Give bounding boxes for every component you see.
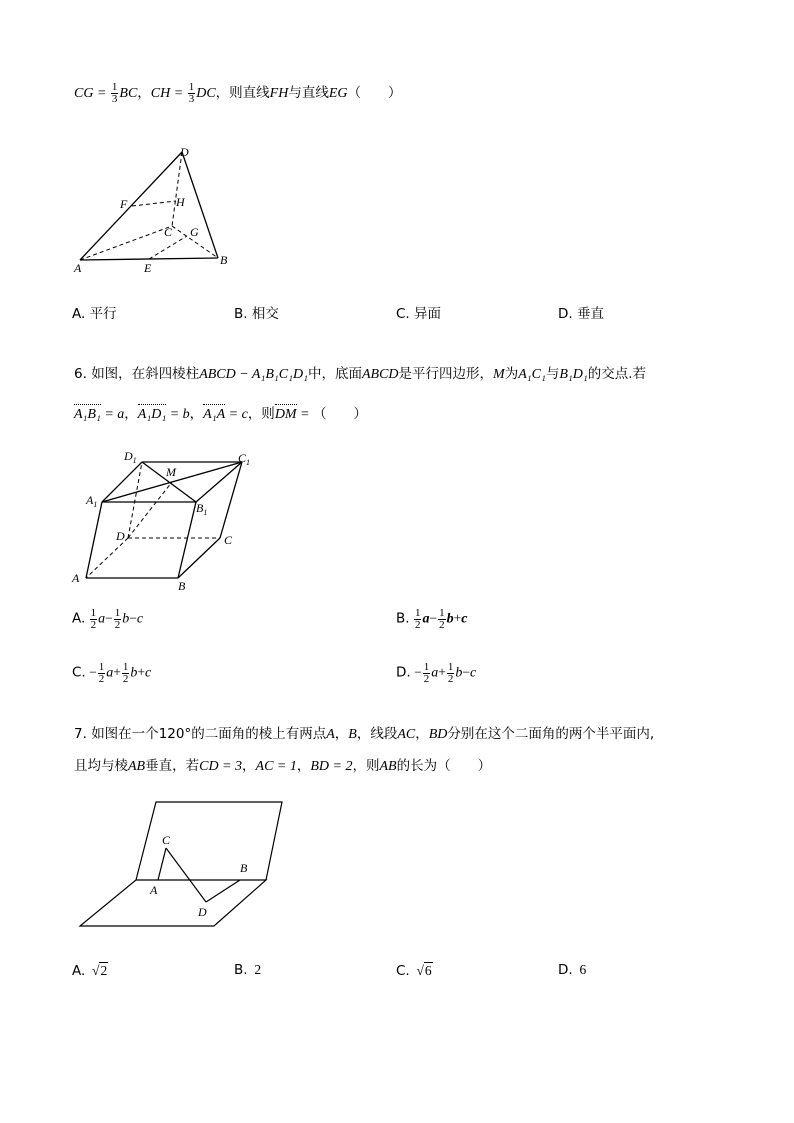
label-b1: $B_1$	[196, 501, 208, 517]
q5-option-d[interactable]: D. 垂直	[558, 306, 604, 322]
label-f: F	[120, 197, 128, 211]
q5-frac-1: $\frac{1}{3}$	[111, 80, 118, 105]
label-m: M	[166, 465, 176, 479]
q6-vector-a1b1: A₁B₁	[74, 407, 101, 422]
label-a: A	[74, 261, 82, 275]
q6-option-d[interactable]: D. − $\frac{1}{2}$ a+ $\frac{1}{2}$ b−c	[396, 661, 477, 685]
label-b: B	[178, 579, 186, 593]
label-d: D	[198, 905, 207, 919]
q6-prism-name: ABCD − A₁B₁C₁D₁	[199, 367, 308, 382]
q5-fh: FH	[269, 86, 289, 101]
label-c1: $C_1$	[238, 451, 251, 467]
q6-vector-dm: DM	[274, 407, 297, 422]
label-c: C	[224, 533, 233, 547]
q7-option-a[interactable]: A. √2	[72, 963, 108, 979]
label-b: B	[240, 861, 248, 875]
q5-dc: DC	[196, 86, 216, 101]
q5-eg: EG	[328, 86, 348, 101]
q7-dihedral-figure	[70, 796, 310, 936]
lower-half-plane	[80, 880, 266, 926]
edge-ac	[80, 226, 172, 260]
segment-eg	[149, 236, 187, 259]
q6-stem-line2: A₁B₁ = a，A₁D₁ = b，A₁A = c，则DM = （ ）	[74, 406, 368, 422]
label-a1: $A_1$	[86, 493, 98, 509]
upper-half-plane	[136, 802, 282, 880]
q6-stem-line1: 6. 如图，在斜四棱柱ABCD − A₁B₁C₁D₁中，底面ABCD是平行四边形，M为A₁C₁与B₁D₁的交点.若	[74, 366, 647, 382]
q7-option-d[interactable]: D. 6	[558, 962, 587, 978]
q6-vector-a1a: A₁A	[203, 407, 226, 422]
q7-option-b[interactable]: B. 2	[234, 962, 262, 978]
label-a: A	[72, 571, 80, 585]
label-d: D	[180, 145, 189, 159]
segment-bd	[206, 880, 240, 902]
q6-option-a[interactable]: A. $\frac{1}{2}$ a− $\frac{1}{2}$ b−c	[72, 607, 144, 631]
q5-tetrahedron-figure	[60, 140, 250, 280]
q6-option-b[interactable]: B. $\frac{1}{2}$ a− $\frac{1}{2}$ b+c	[396, 607, 468, 631]
q5-option-c[interactable]: C. 异面	[396, 306, 442, 322]
q5-ch: CH	[150, 86, 171, 101]
q7-stem-line1: 7. 如图在一个120°的二面角的棱上有两点A，B，线段AC，BD分别在这个二面角的两个半平面内,	[74, 726, 655, 742]
q7-stem-line2: 且均与棱AB垂直，若CD = 3，AC = 1，BD = 2，则AB的长为（ ）	[74, 758, 492, 774]
label-b: B	[220, 253, 228, 267]
q6-vector-b: b	[182, 407, 190, 422]
label-h: H	[176, 195, 185, 209]
q5-stem: CG = $\frac{1}{3}$ BC，CH = $\frac{1}{3}$ DC，则直线FH与直线EG（ ）	[74, 80, 402, 105]
edge-dc	[172, 152, 182, 226]
label-d1: $D_1$	[124, 449, 137, 465]
q6-option-c[interactable]: C. − $\frac{1}{2}$ a+ $\frac{1}{2}$ b+c	[72, 661, 152, 685]
edge-ad	[80, 152, 182, 260]
edge-db	[182, 152, 218, 258]
q5-bc: BC	[119, 86, 138, 101]
q5-option-a[interactable]: A. 平行	[72, 306, 117, 322]
q6-vector-a1d1: A₁D₁	[137, 407, 167, 422]
q5-frac-2: $\frac{1}{3}$	[188, 80, 195, 105]
label-e: E	[144, 261, 152, 275]
q5-cg: CG	[74, 86, 94, 101]
q7-option-c[interactable]: C. √6	[396, 963, 432, 979]
q6-vector-c: c	[241, 407, 248, 422]
segment-ac	[158, 848, 166, 880]
label-d: D	[116, 529, 125, 543]
segment-cd	[166, 848, 206, 902]
label-a: A	[150, 883, 158, 897]
q6-vector-a: a	[117, 407, 125, 422]
label-g: G	[190, 225, 199, 239]
q5-option-b[interactable]: B. 相交	[234, 306, 279, 322]
q6-prism-figure	[66, 444, 276, 594]
segment-fh	[132, 201, 176, 206]
label-c: C	[164, 225, 173, 239]
label-c: C	[162, 833, 171, 847]
